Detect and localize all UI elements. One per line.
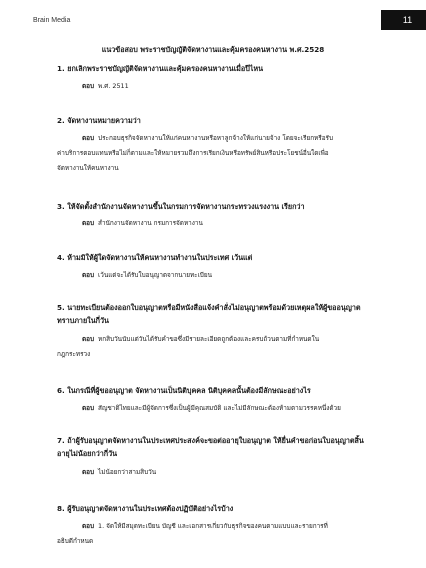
answer-line: จัดหางานให้คนหางาน xyxy=(57,164,119,172)
question-8: 8. ผู้รับอนุญาตจัดหางานในประเทศต้องปฏิบัติอย่างไรบ้าง xyxy=(57,504,234,513)
question-line: 5. นายทะเบียนต้องออกใบอนุญาตหรือมีหนังสือแจ้งคำสั่งไม่อนุญาตพร้อมด้วยเหตุผลให้ผู้ขออนุญาต xyxy=(57,303,361,312)
question-1: 1. ยกเลิกพระราชบัญญัติจัดหางานและคุ้มครองคนหางานเมื่อปีไหน xyxy=(57,64,264,73)
question-line: 7. ถ้าผู้รับอนุญาตจัดหางานในประเทศประสงค์จะขอต่ออายุใบอนุญาต ให้ยื่นคำขอก่อนใบอนุญาตสิ้น xyxy=(57,436,364,445)
answer-2 xyxy=(57,131,399,176)
answer-line: หกสิบวันนับแต่วันได้รับคำขอซึ่งมีรายละเอียดถูกต้องและครบถ้วนตามที่กำหนดใน xyxy=(98,335,320,343)
question-line: ทราบภายในกี่วัน xyxy=(57,316,109,325)
answer-text: ไม่น้อยกว่าสามสิบวัน xyxy=(98,468,157,476)
document-title: แนวข้อสอบ พระราชบัญญัติจัดหางานและคุ้มครองคนหางาน พ.ศ.2528 xyxy=(101,45,325,54)
answer-label: ตอบ xyxy=(82,271,95,279)
answer-8 xyxy=(57,519,399,549)
answer-line: 1. จัดให้มีสมุดทะเบียน บัญชี และเอกสารเกี่ยวกับธุรกิจของคนตามแบบและรายการที่ xyxy=(98,522,328,530)
answer-line: อธิบดีกำหนด xyxy=(57,537,94,545)
page-number: 11 xyxy=(402,15,413,25)
answer-label: ตอบ xyxy=(82,335,95,343)
answer-text: สำนักงานจัดหางาน กรมการจัดหางาน xyxy=(98,219,203,227)
question-3: 3. ให้จัดตั้งสำนักงานจัดหางานขึ้นในกรมการจัดหางานกระทรวงแรงงาน เรียกว่า xyxy=(57,202,305,211)
answer-5 xyxy=(57,332,399,362)
answer-7 xyxy=(57,465,399,480)
answer-label: ตอบ xyxy=(82,82,95,90)
question-line: อายุไม่น้อยกว่ากี่วัน xyxy=(57,449,118,458)
answer-label: ตอบ xyxy=(82,522,95,530)
answer-text: เว้นแต่จะได้รับใบอนุญาตจากนายทะเบียน xyxy=(98,271,212,279)
question-5 xyxy=(57,301,399,327)
answer-text: สัญชาติไทยและมีผู้จัดการซึ่งเป็นผู้มีคุณสมบัติ และไม่มีลักษณะต้องห้ามตามวรรคหนึ่งด้วย xyxy=(98,404,341,412)
answer-label: ตอบ xyxy=(82,468,95,476)
answer-1 xyxy=(57,79,399,94)
answer-line: ประกอบธุรกิจจัดหางานให้แก่คนหางานหรือหาลูกจ้างให้แก่นายจ้าง โดยจะเรียกหรือรับ xyxy=(98,134,334,142)
answer-label: ตอบ xyxy=(82,219,95,227)
question-6: 6. ในกรณีที่ผู้ขออนุญาต จัดหางานเป็นนิติบุคคล นิติบุคคลนั้นต้องมีลักษณะอย่างไร xyxy=(57,386,311,395)
answer-text: พ.ศ. 2511 xyxy=(98,82,129,90)
answer-line: ค่าบริการตอบแทนหรือไม่ก็ตามและให้หมายรวมถึงการเรียกเงินหรือทรัพย์สินหรือประโยชน์อื่นใดเพื่อ xyxy=(57,149,329,157)
answer-6 xyxy=(57,401,399,416)
answer-3 xyxy=(57,216,399,231)
publisher-name: Brain Media xyxy=(33,17,71,24)
page-number-badge xyxy=(381,10,426,30)
answer-label: ตอบ xyxy=(82,134,95,142)
answer-label: ตอบ xyxy=(82,404,95,412)
question-2: 2. จัดหางานหมายความว่า xyxy=(57,116,141,125)
answer-line: กฎกระทรวง xyxy=(57,350,91,358)
question-7 xyxy=(57,434,399,460)
answer-4 xyxy=(57,268,399,283)
question-4: 4. ห้ามมิให้ผู้ใดจัดหางานให้คนหางานทำงานในประเทศ เว้นแต่ xyxy=(57,253,253,262)
